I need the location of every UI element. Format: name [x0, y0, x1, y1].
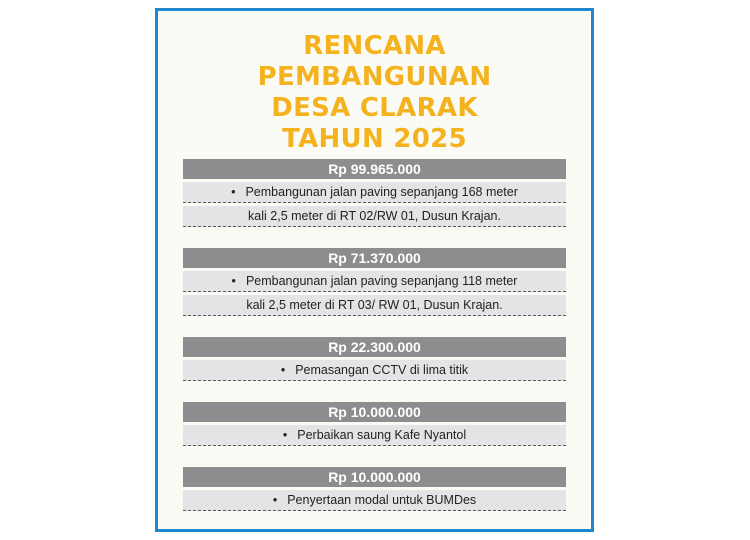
title-line: TAHUN 2025: [282, 124, 467, 154]
item-description-line: [183, 206, 566, 227]
item-description-line: [183, 295, 566, 316]
budget-amount: Rp 99.965.000: [183, 159, 566, 179]
budget-item: [183, 248, 566, 340]
item-text: Pembangunan jalan paving sepanjang 168 meter: [245, 185, 518, 199]
infographic-title: [158, 31, 591, 155]
budget-item: [183, 467, 566, 511]
item-description-line: [183, 271, 566, 292]
title-line: RENCANA: [303, 31, 446, 61]
item-text: kali 2,5 meter di RT 02/RW 01, Dusun Krajan.: [248, 209, 501, 223]
title-line: DESA CLARAK: [271, 93, 478, 123]
item-text: Perbaikan saung Kafe Nyantol: [297, 428, 467, 442]
budget-item: [183, 159, 566, 251]
item-description-line: [183, 182, 566, 203]
bullet-icon: •: [282, 428, 288, 442]
infographic-card: [155, 8, 594, 532]
item-text: Pemasangan CCTV di lima titik: [295, 363, 469, 377]
budget-amount: Rp 10.000.000: [183, 402, 566, 422]
item-description-line: [183, 360, 566, 381]
item-text: Penyertaan modal untuk BUMDes: [287, 493, 477, 507]
bullet-icon: •: [272, 493, 278, 507]
budget-amount: Rp 71.370.000: [183, 248, 566, 268]
bullet-icon: •: [231, 185, 236, 199]
item-text: kali 2,5 meter di RT 03/ RW 01, Dusun Krajan.: [246, 298, 503, 312]
item-description-line: [183, 490, 566, 511]
item-description-line: [183, 425, 566, 446]
budget-item: [183, 402, 566, 470]
title-line: PEMBANGUNAN: [257, 62, 492, 92]
item-text: Pembangunan jalan paving sepanjang 118 meter: [245, 274, 518, 288]
bullet-icon: •: [280, 363, 286, 377]
budget-amount: Rp 10.000.000: [183, 467, 566, 487]
bullet-icon: •: [231, 274, 236, 288]
budget-item: [183, 337, 566, 405]
budget-amount: Rp 22.300.000: [183, 337, 566, 357]
